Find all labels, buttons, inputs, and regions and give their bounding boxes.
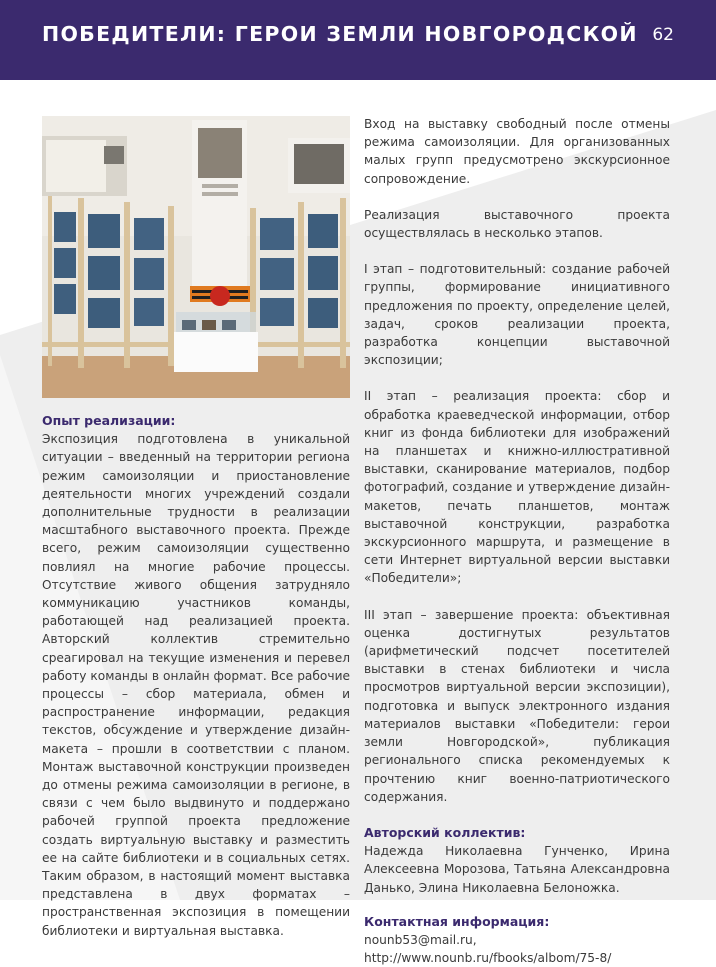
contact-text: nounb53@mail.ru, http://www.nounb.ru/fbooks/albom/75-8/ [364,932,612,966]
contact-heading: Контактная информация: [364,913,550,929]
page-number: 62 [652,25,674,45]
exhibition-photo-illustration [42,116,350,398]
stage-3-paragraph: III этап – завершение проекта: объективная оценка достигнутых результатов (арифметический подсчет посетителей выставки в стенах библиотеки и числа просмотров виртуальной версии экспозиции), подготовка и выпуск электронного издания материалов выставки «Победители: герои земли Новгородской», публикация регионального списка рекомендуемых к прочтению книг военно-патриотического содержания. [364,607,670,804]
left-column [42,412,350,940]
right-column [364,115,670,967]
experience-text: Экспозиция подготовлена в уникальной ситуации – введенный на территории региона режим самоизоляции и приостановление деятельности многих учреждений создали дополнительные трудности в реализации масштабного выставочного проекта. Прежде всего, режим самоизоляции существенно повлиял на многие рабочие процессы. Отсутствие живого общения затрудняло коммуникацию участников команды, работающей над реализацией проекта. Авторский коллектив стремительно среагировал на текущие изменения и перевел работу команды в онлайн формат. Все рабочие процессы – сбор материала, обмен и распространение информации, редакция текстов, обсуждение и утверждение дизайн-макета – прошли в соответствии с планом. Монтаж выставочной конструкции произведен до отмены режима самоизоляции в регионе, в связи с чем было выдвинуто и поддержано рабочей группой проекта предложение создать виртуальную выставку и разместить ее на сайте библиотеки и в социальных сетях. Таким образом, в настоящий момент выставка представлена в двух форматах – пространственная экспозиция в помещении библиотеки и виртуальная выставка. [42,432,350,938]
stage-2-paragraph: II этап – реализация проекта: сбор и обработка краеведческой информации, отбор книг из фонда библиотеки для изображений на планшетах и книжно-иллюстративной выставки, сканирование материалов, подбор фотографий, создание и утверждение дизайн-макетов, печать планшетов, монтаж выставочной конструкции, разработка экскурсионного маршрута, и размещение в сети Интернет виртуальной версии выставки «Победители»; [364,389,670,586]
entry-paragraph: Вход на выставку свободный после отмены режима самоизоляции. Для организованных малых групп предусмотрено экскурсионное сопровождение. [364,117,670,186]
exhibition-photo [42,116,350,398]
section-heading-experience: Опыт реализации: [42,413,176,428]
authors-text: Надежда Николаевна Гунченко, Ирина Алексеевна Морозова, Татьяна Александровна Данько, Элина Николаевна Белоножка. [364,844,670,895]
stage-1-paragraph: I этап – подготовительный: создание рабочей группы, формирование инициативного предложения по проекту, определение целей, задач, сроков реализации проекта, разработка концепции выставочной экспозиции; [364,262,670,368]
page-title: ПОБЕДИТЕЛИ: ГЕРОИ ЗЕМЛИ НОВГОРОДСКОЙ [42,22,638,46]
stages-intro-paragraph: Реализация выставочного проекта осуществлялась в несколько этапов. [364,207,670,241]
authors-heading: Авторский коллектив: [364,824,526,840]
page-header [0,0,716,80]
